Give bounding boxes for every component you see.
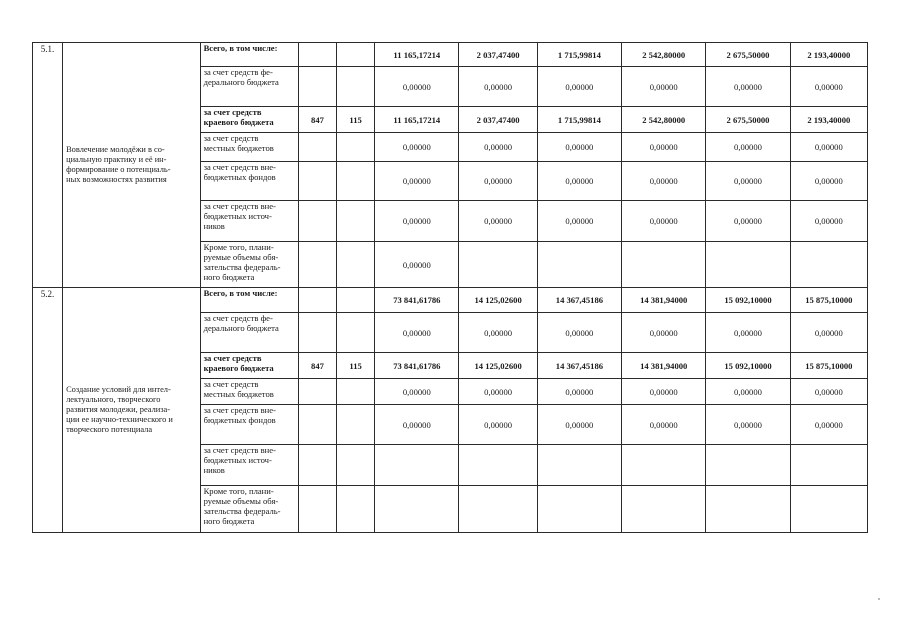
- funding-source-label-line: за счет средств: [203, 133, 259, 143]
- value-year: 2 193,40000: [790, 43, 867, 67]
- section-number: 5.2.: [33, 288, 63, 533]
- value-year: [459, 486, 537, 533]
- funding-source-label: [200, 313, 298, 353]
- funding-source-label: [200, 133, 298, 162]
- section-name-line: Вовлечение молодёжи в со-: [66, 145, 165, 155]
- value-year: 0,00000: [790, 405, 867, 445]
- funding-source-label-line: за счет средств: [203, 107, 262, 117]
- value-year: 2 542,80000: [622, 43, 706, 67]
- funding-source-label-line: местных бюджетов: [203, 142, 274, 153]
- rz-code: [337, 133, 375, 162]
- funding-source-label: [200, 107, 298, 133]
- funding-source-label-line: ников: [203, 464, 225, 475]
- value-total: 0,00000: [375, 162, 459, 201]
- section-name-line: лектуального, творческого: [66, 395, 161, 405]
- funding-source-label-line: бюджетных источ-: [203, 454, 272, 465]
- grbs-code: 847: [298, 107, 336, 133]
- value-year: 0,00000: [537, 201, 621, 242]
- value-year: 0,00000: [537, 133, 621, 162]
- funding-source-label-line: бюджетных фондов: [203, 414, 276, 425]
- value-year: 0,00000: [622, 133, 706, 162]
- funding-source-label-line: зательства федераль-: [203, 505, 281, 516]
- value-year: [706, 445, 790, 486]
- value-year: 0,00000: [622, 201, 706, 242]
- value-year: 2 037,47400: [459, 107, 537, 133]
- grbs-code: [298, 242, 336, 288]
- value-year: 0,00000: [537, 405, 621, 445]
- grbs-code: [298, 313, 336, 353]
- value-year: 0,00000: [459, 162, 537, 201]
- funding-source-label-line: за счет средств: [203, 353, 262, 363]
- grbs-code: [298, 201, 336, 242]
- section-name-line: ции ее научно-технического и: [66, 414, 173, 424]
- funding-source-label: [200, 445, 298, 486]
- section-name: [63, 43, 200, 288]
- funding-source-label-line: за счет средств вне-: [203, 162, 276, 172]
- value-year: 2 675,50000: [706, 107, 790, 133]
- grbs-code: [298, 133, 336, 162]
- section-name-line: ных возможностях развития: [66, 174, 167, 184]
- funding-source-label-line: руемые объемы обя-: [203, 251, 279, 262]
- value-year: 0,00000: [459, 379, 537, 405]
- value-year: 0,00000: [459, 405, 537, 445]
- rz-code: [337, 486, 375, 533]
- funding-source-label: [200, 353, 298, 379]
- funding-source-label-line: за счет средств вне-: [203, 405, 276, 415]
- value-year: 0,00000: [537, 379, 621, 405]
- grbs-code: [298, 379, 336, 405]
- grbs-code: [298, 486, 336, 533]
- value-year: [537, 242, 621, 288]
- grbs-code: [298, 405, 336, 445]
- value-year: 2 037,47400: [459, 43, 537, 67]
- funding-source-label-line: за счет средств: [203, 379, 259, 389]
- section-name-line: развития молодежи, реализа-: [66, 405, 171, 415]
- value-year: 0,00000: [790, 379, 867, 405]
- value-year: 14 367,45186: [537, 353, 621, 379]
- funding-source-label: [200, 379, 298, 405]
- funding-source-label-line: ников: [203, 220, 225, 231]
- funding-source-label: [200, 162, 298, 201]
- grbs-code: [298, 445, 336, 486]
- funding-source-label-line: за счет средств вне-: [203, 445, 276, 455]
- value-year: 0,00000: [706, 162, 790, 201]
- funding-source-label-line: дерального бюджета: [203, 76, 279, 87]
- funding-source-label-line: руемые объемы обя-: [203, 495, 279, 506]
- value-total: 0,00000: [375, 133, 459, 162]
- funding-source-label-line: краевого бюджета: [203, 362, 274, 373]
- value-year: 1 715,99814: [537, 107, 621, 133]
- funding-source-label-line: бюджетных источ-: [203, 210, 272, 221]
- grbs-code: 847: [298, 353, 336, 379]
- value-year: 0,00000: [459, 133, 537, 162]
- value-year: [622, 445, 706, 486]
- funding-source-label-line: краевого бюджета: [203, 116, 274, 127]
- value-total: 0,00000: [375, 242, 459, 288]
- value-total: 73 841,61786: [375, 288, 459, 313]
- funding-source-label: Всего, в том числе:: [200, 43, 298, 67]
- funding-source-label-line: дерального бюджета: [203, 322, 279, 333]
- value-year: 0,00000: [790, 67, 867, 107]
- value-year: 1 715,99814: [537, 43, 621, 67]
- value-year: 0,00000: [706, 133, 790, 162]
- value-year: [790, 242, 867, 288]
- value-year: 0,00000: [537, 313, 621, 353]
- grbs-code: [298, 67, 336, 107]
- value-year: [537, 486, 621, 533]
- funding-source-label: Всего, в том числе:: [200, 288, 298, 313]
- value-year: 0,00000: [459, 67, 537, 107]
- funding-source-label-line: зательства федераль-: [203, 261, 281, 272]
- funding-source-label: [200, 201, 298, 242]
- value-year: 15 875,10000: [790, 288, 867, 313]
- value-year: 0,00000: [706, 313, 790, 353]
- value-total: 0,00000: [375, 67, 459, 107]
- funding-source-label: [200, 67, 298, 107]
- value-year: 2 675,50000: [706, 43, 790, 67]
- rz-code: [337, 313, 375, 353]
- value-year: 0,00000: [706, 405, 790, 445]
- section-name-line: циальную практику и её ин-: [66, 155, 167, 165]
- table-row: [33, 43, 868, 67]
- grbs-code: [298, 162, 336, 201]
- rz-code: [337, 288, 375, 313]
- value-year: 0,00000: [790, 162, 867, 201]
- value-year: 0,00000: [790, 201, 867, 242]
- value-year: [622, 486, 706, 533]
- funding-source-label: [200, 242, 298, 288]
- value-year: 15 092,10000: [706, 288, 790, 313]
- value-year: 0,00000: [459, 201, 537, 242]
- value-total: [375, 486, 459, 533]
- rz-code: [337, 379, 375, 405]
- funding-source-label-line: Кроме того, плани-: [203, 486, 274, 496]
- rz-code: 115: [337, 107, 375, 133]
- funding-source-label-line: ного бюджета: [203, 271, 255, 282]
- value-total: 0,00000: [375, 405, 459, 445]
- section-name: [63, 288, 200, 533]
- value-year: [537, 445, 621, 486]
- page-speck: [878, 598, 880, 600]
- funding-source-label: [200, 405, 298, 445]
- rz-code: [337, 242, 375, 288]
- rz-code: [337, 162, 375, 201]
- funding-source-label: [200, 486, 298, 533]
- value-year: 15 092,10000: [706, 353, 790, 379]
- value-year: 0,00000: [537, 162, 621, 201]
- value-year: 0,00000: [790, 133, 867, 162]
- value-year: 2 542,80000: [622, 107, 706, 133]
- funding-source-label-line: местных бюджетов: [203, 388, 274, 399]
- value-year: 14 125,02600: [459, 353, 537, 379]
- value-total: 0,00000: [375, 379, 459, 405]
- rz-code: [337, 405, 375, 445]
- value-total: [375, 445, 459, 486]
- value-year: [459, 445, 537, 486]
- value-year: 0,00000: [622, 162, 706, 201]
- value-total: 11 165,17214: [375, 43, 459, 67]
- funding-source-label-line: бюджетных фондов: [203, 171, 276, 182]
- budget-table-body: [33, 43, 868, 533]
- value-year: [622, 242, 706, 288]
- funding-source-label-line: за счет средств фе-: [203, 67, 273, 77]
- value-year: 0,00000: [459, 313, 537, 353]
- table-row: [33, 288, 868, 313]
- value-year: 0,00000: [706, 201, 790, 242]
- value-year: 0,00000: [622, 67, 706, 107]
- funding-source-label-line: Кроме того, плани-: [203, 242, 274, 252]
- value-year: 15 875,10000: [790, 353, 867, 379]
- value-year: 14 125,02600: [459, 288, 537, 313]
- rz-code: [337, 445, 375, 486]
- value-year: [790, 486, 867, 533]
- funding-source-label-line: ного бюджета: [203, 515, 255, 526]
- value-year: 0,00000: [622, 405, 706, 445]
- value-year: 0,00000: [537, 67, 621, 107]
- value-total: 11 165,17214: [375, 107, 459, 133]
- value-year: 0,00000: [706, 67, 790, 107]
- rz-code: 115: [337, 353, 375, 379]
- value-year: [706, 242, 790, 288]
- value-year: [790, 445, 867, 486]
- value-year: [459, 242, 537, 288]
- value-total: 0,00000: [375, 201, 459, 242]
- section-name-line: формирование о потенциаль-: [66, 165, 171, 174]
- budget-table: [32, 42, 868, 533]
- value-total: 73 841,61786: [375, 353, 459, 379]
- rz-code: [337, 201, 375, 242]
- value-total: 0,00000: [375, 313, 459, 353]
- value-year: 2 193,40000: [790, 107, 867, 133]
- grbs-code: [298, 288, 336, 313]
- rz-code: [337, 43, 375, 67]
- rz-code: [337, 67, 375, 107]
- value-year: 0,00000: [706, 379, 790, 405]
- value-year: 14 367,45186: [537, 288, 621, 313]
- value-year: 0,00000: [622, 379, 706, 405]
- value-year: 0,00000: [622, 313, 706, 353]
- value-year: 0,00000: [790, 313, 867, 353]
- section-number: 5.1.: [33, 43, 63, 288]
- value-year: [706, 486, 790, 533]
- section-name-line: Создание условий для интел-: [66, 385, 171, 395]
- funding-source-label-line: за счет средств вне-: [203, 201, 276, 211]
- value-year: 14 381,94000: [622, 353, 706, 379]
- funding-source-label-line: за счет средств фе-: [203, 313, 273, 323]
- value-year: 14 381,94000: [622, 288, 706, 313]
- section-name-line: творческого потенциала: [66, 424, 153, 434]
- grbs-code: [298, 43, 336, 67]
